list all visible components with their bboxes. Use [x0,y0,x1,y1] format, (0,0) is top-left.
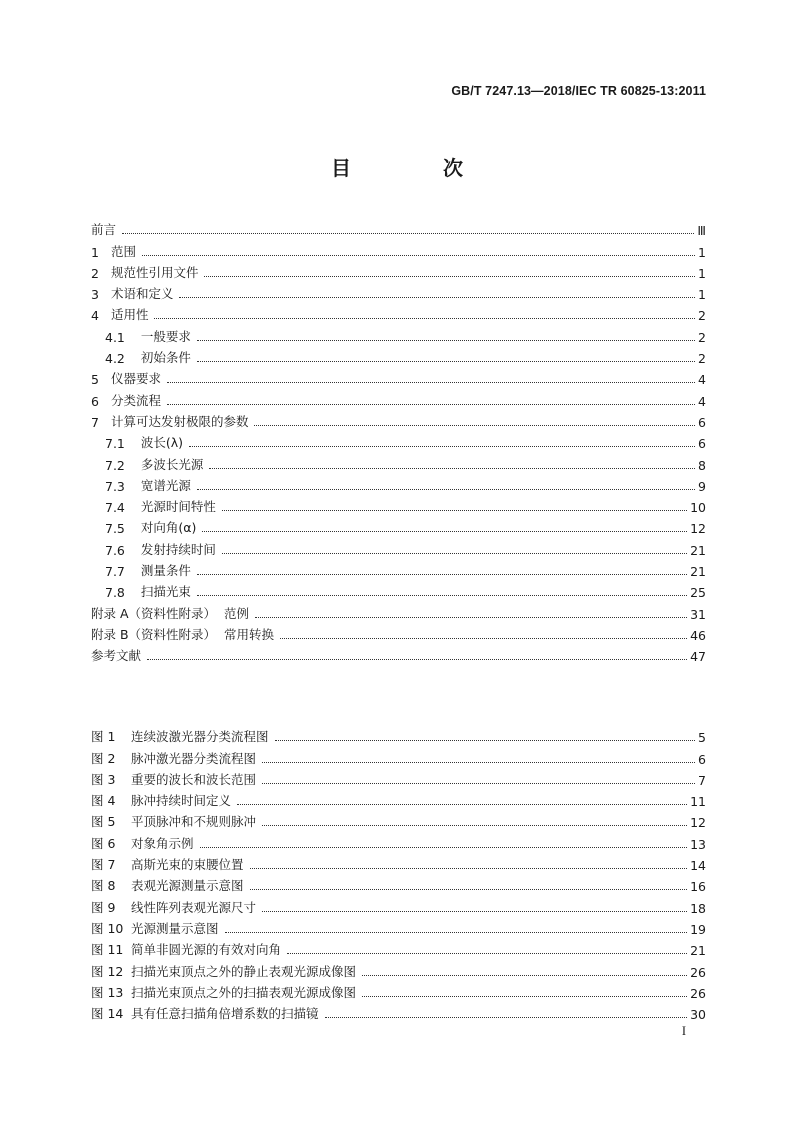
dot-leader [255,617,687,618]
entry-page-number: 6 [698,436,706,452]
toc-entry[interactable] [91,579,706,600]
entry-number: 图 12 [91,963,124,979]
entry-number: 图 9 [91,899,116,915]
entry-title: 波长(λ) [140,435,184,451]
toc-entry[interactable] [91,430,706,451]
figure-entry[interactable] [91,767,706,788]
entry-title: 具有任意扫描角倍增系数的扫描镜 [131,1006,319,1022]
figure-entry[interactable] [91,916,706,937]
entry-title: 适用性 [110,307,149,323]
page-number: I [681,1024,686,1038]
dot-leader [197,574,687,575]
figure-entry[interactable] [91,873,706,894]
entry-number: 1 [91,244,99,260]
entry-title: 连续波激光器分类流程图 [131,729,269,745]
entry-title: 线性阵列表观光源尺寸 [131,899,257,915]
entry-number: 7.6 [105,542,125,558]
toc-entry[interactable] [91,323,706,344]
entry-number: 图 3 [91,771,116,787]
entry-title: 脉冲持续时间定义 [131,793,232,809]
dot-leader [262,762,695,763]
toc-entry[interactable] [91,281,706,302]
dot-leader [197,489,695,490]
entry-title: 简单非圆光源的有效对向角 [131,942,282,958]
figure-entry[interactable] [91,745,706,766]
entry-number: 图 4 [91,793,116,809]
entry-title: 参考文献 [91,648,142,664]
toc-entry[interactable] [91,260,706,281]
entry-page-number: 30 [690,1007,706,1023]
dot-leader [237,804,687,805]
figure-entry[interactable] [91,894,706,915]
dot-leader [250,868,688,869]
toc-entry[interactable] [91,302,706,323]
entry-page-number: 16 [690,879,706,895]
entry-number: 6 [91,393,99,409]
entry-title: 附录 A（资料性附录） 范例 [91,605,249,621]
toc-entry[interactable] [91,558,706,579]
toc-entry[interactable] [91,451,706,472]
entry-title: 发射持续时间 [140,541,216,557]
standard-code: GB/T 7247.13—2018/IEC TR 60825-13:2011 [451,84,706,98]
dot-leader [325,1017,688,1018]
entry-page-number: 11 [690,794,706,810]
entry-page-number: 9 [698,478,706,494]
toc-entry[interactable] [91,238,706,259]
toc-entry[interactable] [91,494,706,515]
figure-entry[interactable] [91,937,706,958]
entry-page-number: 6 [698,751,706,767]
entry-page-number: 12 [690,521,706,537]
entry-title: 附录 B（资料性附录） 常用转换 [91,626,274,642]
entry-page-number: 31 [690,606,706,622]
entry-page-number: 47 [690,649,706,665]
entry-title: 计算可达发射极限的参数 [110,413,249,429]
entry-title: 范围 [110,243,136,259]
entry-page-number: 25 [690,585,706,601]
entry-number: 7.7 [105,564,125,580]
entry-page-number: Ⅲ [697,223,706,239]
toc-entry[interactable] [91,536,706,557]
entry-number: 图 1 [91,729,116,745]
page-title: 目 次 [331,156,499,180]
toc-entry[interactable] [91,387,706,408]
entry-number: 图 6 [91,835,116,851]
entry-number: 3 [91,287,99,303]
entry-page-number: 21 [690,542,706,558]
figure-entry[interactable] [91,788,706,809]
entry-title: 扫描光束 [140,584,191,600]
list-of-figures [91,724,706,1022]
entry-page-number: 26 [690,985,706,1001]
entry-number: 7.3 [105,478,125,494]
entry-number: 4 [91,308,99,324]
dot-leader [167,382,695,383]
entry-title: 初始条件 [140,350,191,366]
entry-page-number: 2 [698,329,706,345]
dot-leader [222,510,687,511]
entry-page-number: 26 [690,964,706,980]
entry-number: 图 13 [91,984,124,1000]
entry-number: 图 5 [91,814,116,830]
dot-leader [280,638,687,639]
dot-leader [179,297,695,298]
entry-title: 对向角(α) [140,520,197,536]
toc-entry[interactable] [91,473,706,494]
entry-title: 扫描光束顶点之外的静止表观光源成像图 [131,963,357,979]
dot-leader [262,825,687,826]
entry-title: 仪器要求 [110,371,161,387]
entry-title: 前言 [91,222,117,238]
dot-leader [222,553,687,554]
entry-page-number: 2 [698,351,706,367]
dot-leader [142,255,695,256]
entry-page-number: 19 [690,921,706,937]
figure-entry[interactable] [91,958,706,979]
dot-leader [254,425,695,426]
figure-entry[interactable] [91,980,706,1001]
entry-number: 图 11 [91,942,124,958]
entry-page-number: 7 [698,772,706,788]
figure-entry[interactable] [91,1001,706,1022]
entry-number: 7 [91,414,99,430]
toc-entry[interactable] [91,643,706,664]
entry-title: 高斯光束的束腰位置 [131,857,244,873]
entry-number: 7.1 [105,436,125,452]
dot-leader [167,404,695,405]
entry-page-number: 1 [698,244,706,260]
entry-page-number: 4 [698,372,706,388]
dot-leader [262,783,695,784]
entry-number: 5 [91,372,99,388]
entry-title: 对象角示例 [131,835,194,851]
entry-number: 7.5 [105,521,125,537]
entry-number: 7.2 [105,457,125,473]
dot-leader [262,911,687,912]
entry-title: 扫描光束顶点之外的扫描表观光源成像图 [131,984,357,1000]
dot-leader [122,233,694,234]
entry-page-number: 14 [690,858,706,874]
entry-number: 图 14 [91,1006,124,1022]
dot-leader [225,932,688,933]
entry-title: 分类流程 [110,392,161,408]
entry-page-number: 46 [690,627,706,643]
toc-entry[interactable] [91,622,706,643]
entry-number: 7.8 [105,585,125,601]
entry-title: 表观光源测量示意图 [131,878,244,894]
entry-page-number: 21 [690,564,706,580]
entry-number: 4.1 [105,329,125,345]
entry-page-number: 6 [698,414,706,430]
entry-title: 重要的波长和波长范围 [131,771,257,787]
toc-entry[interactable] [91,217,706,238]
entry-title: 一般要求 [140,328,191,344]
entry-page-number: 5 [698,730,706,746]
dot-leader [287,953,687,954]
entry-page-number: 1 [698,265,706,281]
toc-entry[interactable] [91,600,706,621]
toc-entry[interactable] [91,409,706,430]
entry-number: 4.2 [105,351,125,367]
figure-entry[interactable] [91,852,706,873]
dot-leader [154,318,695,319]
dot-leader [197,361,695,362]
dot-leader [362,975,687,976]
figure-entry[interactable] [91,809,706,830]
dot-leader [204,276,695,277]
entry-page-number: 21 [690,943,706,959]
entry-title: 术语和定义 [110,286,174,302]
dot-leader [200,847,688,848]
dot-leader [197,340,695,341]
entry-title: 脉冲激光器分类流程图 [131,750,257,766]
dot-leader [189,446,695,447]
toc-entry[interactable] [91,366,706,387]
entry-title: 光源测量示意图 [131,920,219,936]
figure-entry[interactable] [91,830,706,851]
entry-page-number: 13 [690,836,706,852]
entry-number: 图 7 [91,857,116,873]
entry-title: 规范性引用文件 [110,264,199,280]
entry-page-number: 2 [698,308,706,324]
dot-leader [250,889,688,890]
dot-leader [362,996,687,997]
figure-entry[interactable] [91,724,706,745]
entry-number: 7.4 [105,500,125,516]
dot-leader [197,595,687,596]
entry-page-number: 8 [698,457,706,473]
entry-page-number: 10 [690,500,706,516]
entry-title: 多波长光源 [140,456,204,472]
entry-number: 图 10 [91,920,124,936]
entry-number: 图 2 [91,750,116,766]
entry-number: 图 8 [91,878,116,894]
entry-number: 2 [91,265,99,281]
entry-page-number: 18 [690,900,706,916]
toc-entry[interactable] [91,515,706,536]
toc-entry[interactable] [91,345,706,366]
entry-title: 宽谱光源 [140,477,191,493]
dot-leader [209,468,695,469]
entry-title: 测量条件 [140,563,191,579]
entry-page-number: 1 [698,287,706,303]
table-of-contents [91,217,706,664]
dot-leader [147,659,687,660]
dot-leader [275,740,696,741]
entry-page-number: 4 [698,393,706,409]
entry-title: 平顶脉冲和不规则脉冲 [131,814,257,830]
dot-leader [202,531,687,532]
entry-title: 光源时间特性 [140,499,216,515]
entry-page-number: 12 [690,815,706,831]
